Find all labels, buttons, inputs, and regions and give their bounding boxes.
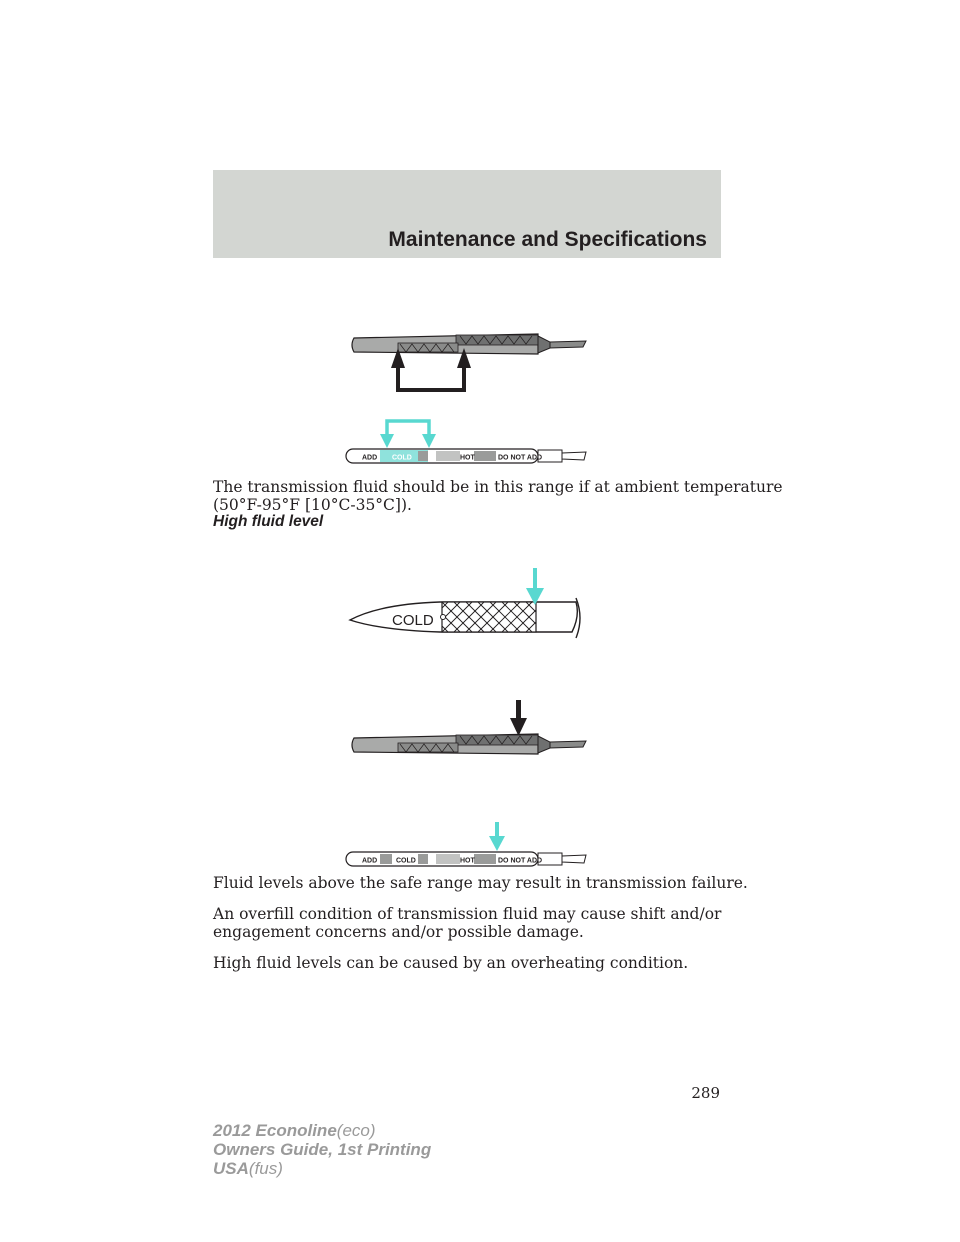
- dipstick2-label-cold: COLD: [396, 857, 416, 865]
- paragraph-safe-range: Fluid levels above the safe range may result in transmission failure.: [213, 874, 748, 892]
- footer-line3: [213, 1159, 431, 1178]
- paragraph-overfill-line1: An overfill condition of transmission fluid may cause shift and/or: [213, 905, 722, 923]
- dipstick-middle: [352, 734, 586, 754]
- cold-label: COLD: [392, 612, 434, 629]
- high-level-arrow-cyan-top: [526, 568, 544, 605]
- dipstick-top: [352, 334, 586, 354]
- paragraph-ambient-range-line2: (50°F-95°F [10°C-35°C]).: [213, 496, 412, 514]
- page-number: 289: [691, 1084, 720, 1102]
- paragraph-overfill-line2: engagement concerns and/or possible damage.: [213, 923, 584, 941]
- dipstick-bottom: [346, 449, 586, 463]
- range-arrows-cyan: [380, 421, 436, 448]
- dipstick-range-figure: [340, 320, 600, 470]
- high-level-arrow-cyan-bottom: [489, 822, 505, 851]
- dipstick-label-hot: HOT: [460, 454, 475, 462]
- footer-model: 2012 Econoline: [213, 1121, 337, 1140]
- header-band: [213, 170, 721, 258]
- dipstick-label-do-not-add: DO NOT ADD: [498, 454, 543, 462]
- high-fluid-level-figure: [340, 560, 600, 870]
- dipstick2-label-hot: HOT: [460, 857, 475, 865]
- dipstick2-label-add: ADD: [362, 857, 378, 865]
- high-level-arrow-black: [510, 700, 527, 736]
- paragraph-overheating: High fluid levels can be caused by an overheating condition.: [213, 954, 689, 972]
- footer: [213, 1121, 431, 1178]
- paragraph-ambient-range-line1: The transmission fluid should be in this range if at ambient temperature: [213, 478, 783, 496]
- footer-line1: [213, 1121, 431, 1140]
- range-arrows-black: [391, 348, 471, 390]
- subheading-high-fluid-level: High fluid level: [213, 513, 324, 530]
- footer-line2: Owners Guide, 1st Printing: [213, 1140, 432, 1159]
- footer-model-code: (eco): [336, 1121, 376, 1140]
- page-title: Maintenance and Specifications: [388, 228, 707, 251]
- dipstick-label-add: ADD: [362, 454, 378, 462]
- dipstick-label-cold: COLD: [392, 454, 412, 462]
- cold-blade-closeup: [350, 598, 580, 638]
- dipstick2-label-do-not-add: DO NOT ADD: [498, 857, 543, 865]
- footer-market-code: (fus): [248, 1159, 283, 1178]
- footer-market: USA: [213, 1159, 249, 1178]
- dipstick-bottom-2: [346, 852, 586, 866]
